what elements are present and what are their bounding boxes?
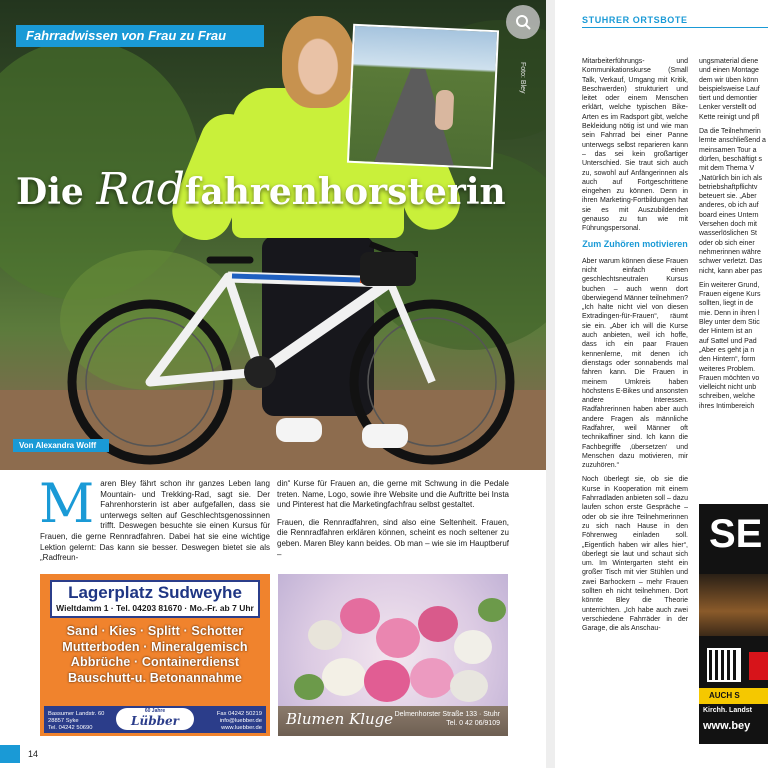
masthead-rule [582,27,768,28]
advertisement-blumen-kluge[interactable] [278,574,508,736]
ad-service-line: Bauschutt-u. Betonannahme [68,670,242,685]
text-line: dürfen, beschäftigt s [699,155,763,163]
rider-shoe [362,424,408,448]
article-paragraph [699,57,768,122]
flower-rose-icon [454,630,492,664]
text-line: lernte anschließend a [699,137,766,145]
advertisement-lagerplatz[interactable] [40,574,270,736]
article-column-1 [39,472,270,564]
text-line: mit dem Thema V [699,165,755,173]
ad-contact-line: Tel. 04242 50690 [48,725,93,731]
text-line: wasserlöslichen St [699,230,757,238]
ad-footer [278,706,508,736]
section-kicker: Fahrradwissen von Frau zu Frau [16,25,264,47]
flower-rose-icon [410,658,454,698]
text-line: betriebshaftpflichtv [699,183,758,191]
page-number: 14 [28,749,39,759]
ad-contact-line: info@luebber.de [219,718,262,724]
text-line: oder ob sich einer [699,239,755,247]
flower-rose-icon [364,660,410,702]
inset-cyclist [435,90,455,131]
qr-code-icon[interactable] [707,648,741,682]
text-line: nicht, kann aber pas [699,267,763,275]
text-line: beispielsweise Lauf [699,85,760,93]
ad-address-line: Tel. 0 42 06/9109 [446,720,500,727]
ad-service-line: Abbrüche · Containerdienst [70,655,240,670]
ad-address: Kirchh. Landst [703,707,753,714]
logo-badge: 60 Jahre [144,708,166,714]
ad-address-line: Delmenhorster Straße 133 · Stuhr [394,711,500,718]
article-column-2 [277,479,509,567]
flower-rose-icon [322,658,366,696]
rider-head [282,16,354,108]
bike-chainring [244,356,276,388]
text-line: auf Sattel und Pad [699,337,757,345]
logo-name: Lübber [131,714,179,728]
flower-rose-icon [450,670,488,702]
zoom-icon [515,14,531,30]
headline-part: fahrenhorsterin [184,171,506,213]
text-line: meinsamen Tour a [699,146,757,154]
article-paragraph [699,127,768,276]
text-line: sollten, liegt in de [699,300,754,308]
ad-brand-mark [749,652,768,680]
text-line: beteuert sie. „Aber [699,193,757,201]
article-paragraph [699,281,768,411]
blumen-kluge-logo: Blumen Kluge [286,710,394,728]
bike-fork [390,282,432,382]
text-line: mie. Denn in ihren l [699,309,760,317]
article-subheading: Zum Zuhören motivieren [582,238,688,249]
text-line: Da die Teilnehmerin [699,128,761,136]
inset-photo [347,24,499,169]
article-column-4 [699,57,768,416]
ad-contact-line: Fax 04242 50219 [216,711,262,717]
text-line: Ein weiterer Grund, [699,281,760,289]
rider-shoe [276,418,322,442]
ad-stripe: AUCH S [699,688,768,704]
text-line: Frauen möchten vo [699,374,760,382]
text-line: nehmerinnen währe [699,248,761,256]
flower-rose-icon [308,620,342,650]
text-line: anderes, ob ich auf [699,202,759,210]
ad-footer [44,706,266,733]
ad-contact-left [48,711,104,732]
leaf-icon [294,674,324,700]
text-line: Kette reinigt und pfl [699,113,760,121]
ad-address: Wieltdamm 1 · Tel. 04203 81670 · Mo.-Fr. ab 7 Uhr [56,603,254,613]
ad-service-line: Sand · Kies · Splitt · Schotter [66,624,244,638]
ad-title: Lagerplatz Sudweyhe [68,583,242,602]
ad-contact-line: Bassumer Landstr. 60 [48,711,105,717]
article-headline [16,164,536,215]
publication-masthead: STUHRER ORTSBOTE [582,15,688,25]
article-paragraph: aren Bley fährt schon ihr ganzes Leben lang Mountain- und Trekking-Rad, sagt sie. Der Fahrenhorsterin ist aber aufgefallen, dass sie unterwegs selten auf Geschlechtsgenossinnen trifft. Deswegen besuchte sie einen Kursus für Frauen, die gerne Rennradfahren. Dabei hat sie eine wichtige Lektion gelernt: Das kann sie besser. Deswegen bietet sie als „Radfreun- [40,479,270,563]
text-line: „Natürlich bin ich als [699,174,763,182]
text-line: den Hintern“, form [699,356,756,364]
text-line: ihres Intimbereich [699,402,755,410]
text-line: und einen Montage [699,67,759,75]
ad-title-box [50,580,260,618]
text-line: schwer verletzt. Das [699,258,763,266]
text-line: der Hintern ist an [699,328,753,336]
article-paragraph: din“ Kurse für Frauen an, die gerne mit Schwung in die Pedale treten. Name, Logo, sowie ihre Website und die Auftritte bei Insta und Pinterest hat die Marketingfachfrau selbst gestaltet. [277,479,509,510]
leaf-icon [478,598,506,622]
photo-credit: Foto: Bley [519,62,526,94]
text-line: dem wir üben könn [699,76,759,84]
text-line: Lenker verstellt od [699,104,757,112]
ad-address [395,710,500,728]
article-column-3 [582,57,688,639]
article-paragraph: Mitarbeiterführungs- und Kommunikationskurse (Small Talk, Verkauf, Umgang mit Kritik, Beschwerden) strukturiert und leitet oder einem Menschen erklärt, welche typischen Bike-Arten es im Radsport gibt, welche Bekleidung nötig ist und wie man sein Fahrrad bei einer Panne unterwegs selbst reparieren kann – das sei kein großartiger Unterschied. Sie traut sich auch zu, sowohl auf Anfängerinnen als auch auf Fortgeschrittene eingehen zu können. Denn in ihren Marketing-Fortbildungen hat sie es mit Auszubildenden genauso zu tun wie mit Führungspersonal. [582,58,688,233]
text-line: tiert und demontier [699,95,758,103]
ad-website[interactable]: www.bey [703,720,751,732]
headline-part: Die [16,171,97,213]
article-byline: Von Alexandra Wolff [13,439,109,452]
hero-photo [0,0,546,470]
right-page [555,0,768,768]
headline-script-part: Rad [96,164,185,215]
drop-cap: M [39,472,95,535]
text-line: Frauen eigene Kurs [699,291,761,299]
text-line: Bley unter dem Stic [699,319,760,327]
article-paragraph: Aber warum können diese Frauen nicht einfach einen geschlechtsneutralen Kursus buchen – auch wenn dort überwiegend Männer teilnehmen? „Ich halte nicht viel von diesen Extradingen-für-Frauen“, räumt sie ein. „Aber ich will die Kurse auch anbieten, weil ich hoffe, dass ich ein paar Frauen kennenlerne, mit denen ich dienstags oder sonnabends mal fahren kann. Die Frauen in meinem Umkreis haben höchstens E-Bikes und ansonsten andere Interessen. Radfahrerinnen haben aber auch andere Fragen als männliche Radfahrer, weil Männer oft technikaffiner sind. Ich kann die Fachbegriffe ‚übersetzen‘ und Menschen dazu motivieren, mir zuzuhören.“ [582,257,688,470]
ad-headline: SE [709,512,763,556]
ad-service-line: Mutterboden · Mineralgemisch [62,639,248,654]
bike-handlebar-bag [360,252,416,286]
luebber-logo [116,708,194,730]
text-line: Versehen doch mit [699,221,757,229]
text-line: vielleicht nicht unb [699,384,757,392]
flower-rose-icon [376,618,420,658]
article-paragraph: Frauen, die Rennradfahren, sind also eine Seltenheit. Frauen, die Rennradfahren erklären können, scheint es noch seltener zu geben. Maren Bley kann beides. Ob man – wie sie im Hauptberuf – [277,517,509,559]
ad-contact-line: www.luebber.de [221,725,262,731]
text-line: schreiben, welche [699,393,756,401]
advertisement-beyer[interactable] [699,504,768,744]
ad-contact-line: 28857 Syke [48,718,79,724]
ad-photo [699,574,768,636]
text-line: weiteres Problem. [699,365,756,373]
text-line: „Aber es geht ja n [699,346,755,354]
zoom-button[interactable] [506,5,540,39]
flower-rose-icon [340,598,380,634]
flower-rose-icon [418,606,458,642]
text-line: ungsmaterial diene [699,58,759,65]
article-paragraph: Noch überlegt sie, ob sie die Kurse in Kooperation mit einem Fahrradladen anbieten soll – dazu laufen schon erste Gespräche – oder ob sie ihre Teilnehmerinnen zu sich nach Hause in den Föhrenweg einladen soll. „Eigentlich haben wir alles hier“, überlegt sie laut und schaut sich um. Im Wintergarten steht ein großer Tisch mit vier Stühlen und zwei Barhockern – mehr Frauen sollten eh nicht teilnehmen. Dort könnte Bley die Theorie unterrichten. „Ich habe auch zwei verschiedene Fahrräder in der Garage, die als Anschau- [582,476,688,633]
ad-contact-right [217,711,262,732]
text-line: board eines Untern [699,211,759,219]
ad-services-list [44,624,266,686]
page-number-tab [0,745,20,763]
